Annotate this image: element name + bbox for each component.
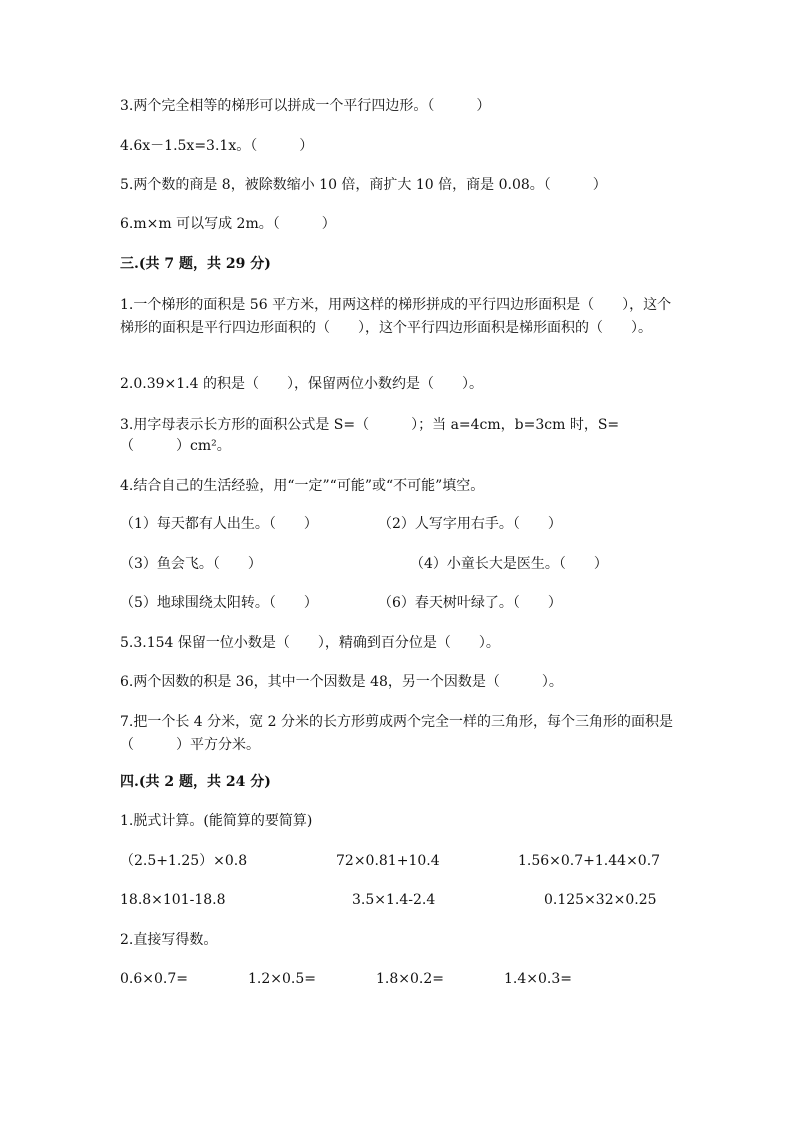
calc-2: 72×0.81+10.4 xyxy=(336,853,440,869)
s3-q4-item4: （4）小童长大是医生。（ ） xyxy=(410,556,608,572)
section3-heading: 三.(共 7 题，共 29 分) xyxy=(120,256,271,272)
judge-q4: 4.6x－1.5x=3.1x。（ ） xyxy=(120,138,314,154)
direct-4: 1.4×0.3= xyxy=(504,971,572,987)
calc-1: （2.5+1.25）×0.8 xyxy=(120,853,248,869)
s3-q4-item6: （6）春天树叶绿了。（ ） xyxy=(378,595,562,611)
s3-q4-item2: （2）人写字用右手。（ ） xyxy=(378,516,562,532)
s3-q3-line1: 3.用字母表示长方形的面积公式是 S=（ ）；当 a=4cm，b=3cm 时，S= xyxy=(120,417,620,433)
s3-q4-item3: （3）鱼会飞。（ ） xyxy=(120,556,262,572)
s3-q4-item1: （1）每天都有人出生。（ ） xyxy=(120,516,318,532)
judge-q3: 3.两个完全相等的梯形可以拼成一个平行四边形。（ ） xyxy=(120,98,491,114)
s3-q2: 2.0.39×1.4 的积是（ ），保留两位小数约是（ ）。 xyxy=(120,376,483,392)
judge-q5: 5.两个数的商是 8，被除数缩小 10 倍，商扩大 10 倍，商是 0.08。（ ） xyxy=(120,177,607,193)
s3-q7: 7.把一个长 4 分米，宽 2 分米的长方形剪成两个完全一样的三角形，每个三角形的面积是（ ）平方分米。 xyxy=(120,714,673,753)
s3-q6: 6.两个因数的积是 36，其中一个因数是 48，另一个因数是（ ）。 xyxy=(120,674,563,690)
s3-q4: 4.结合自己的生活经验，用“一定”“可能”或“不可能”填空。 xyxy=(120,478,485,494)
section4-heading: 四.(共 2 题，共 24 分) xyxy=(120,774,271,790)
calc-4: 18.8×101-18.8 xyxy=(120,892,226,908)
calc-5: 3.5×1.4-2.4 xyxy=(352,892,436,908)
s3-q3-line2: （ ）cm²。 xyxy=(120,438,231,454)
s3-q4-item5: （5）地球围绕太阳转。（ ） xyxy=(120,595,318,611)
calc-6: 0.125×32×0.25 xyxy=(544,892,657,908)
direct-3: 1.8×0.2= xyxy=(376,971,444,987)
judge-q6: 6.m×m 可以写成 2m。（ ） xyxy=(120,216,336,232)
calc-3: 1.56×0.7+1.44×0.7 xyxy=(518,853,661,869)
s4-q1: 1.脱式计算。(能简算的要简算) xyxy=(120,813,313,829)
s4-q2: 2.直接写得数。 xyxy=(120,932,218,948)
s3-q1: 1.一个梯形的面积是 56 平方米，用两这样的梯形拼成的平行四边形面积是（ ），这个梯形的面积是平行四边形面积的（ ），这个平行四边形面积是梯形面积的（ ）。 xyxy=(120,297,672,336)
s3-q5: 5.3.154 保留一位小数是（ ），精确到百分位是（ ）。 xyxy=(120,635,500,651)
direct-2: 1.2×0.5= xyxy=(248,971,316,987)
direct-1: 0.6×0.7= xyxy=(120,971,188,987)
